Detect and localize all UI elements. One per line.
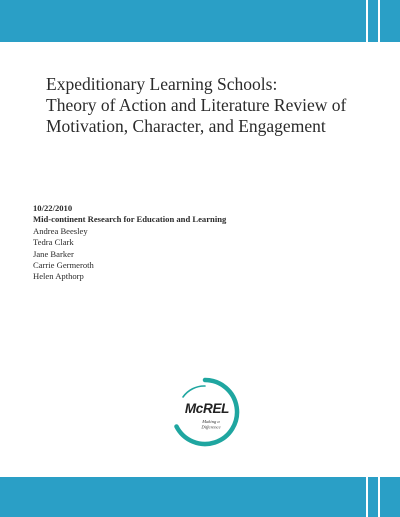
organization-name: Mid-continent Research for Education and Learning: [33, 214, 227, 225]
author-1: Andrea Beesley: [33, 225, 88, 236]
title-line-3: Motivation, Character, and Engagement: [46, 116, 326, 136]
author-3: Jane Barker: [33, 248, 74, 259]
document-title: [46, 74, 386, 137]
logo-tagline-line-2: Difference: [201, 424, 221, 430]
bottom-color-band: [0, 477, 400, 517]
author-5: Helen Apthorp: [33, 271, 84, 282]
document-meta: [33, 203, 363, 283]
top-band-divider-left: [366, 0, 368, 42]
top-band-divider-right: [378, 0, 380, 42]
bottom-band-divider-right: [378, 477, 380, 517]
bottom-band-divider-left: [366, 477, 368, 517]
author-4: Carrie Germeroth: [33, 260, 94, 271]
logo-wordmark: McREL: [184, 401, 230, 416]
author-2: Tedra Clark: [33, 237, 74, 248]
title-line-2: Theory of Action and Literature Review of: [46, 95, 347, 115]
logo-tagline-line-1: Making a: [202, 419, 220, 424]
document-date: 10/22/2010: [33, 203, 73, 213]
title-line-1: Expeditionary Learning Schools:: [46, 74, 278, 94]
mcrel-logo: [170, 377, 240, 447]
top-color-band: [0, 0, 400, 42]
logo-ring-inner-arc: [183, 386, 205, 397]
